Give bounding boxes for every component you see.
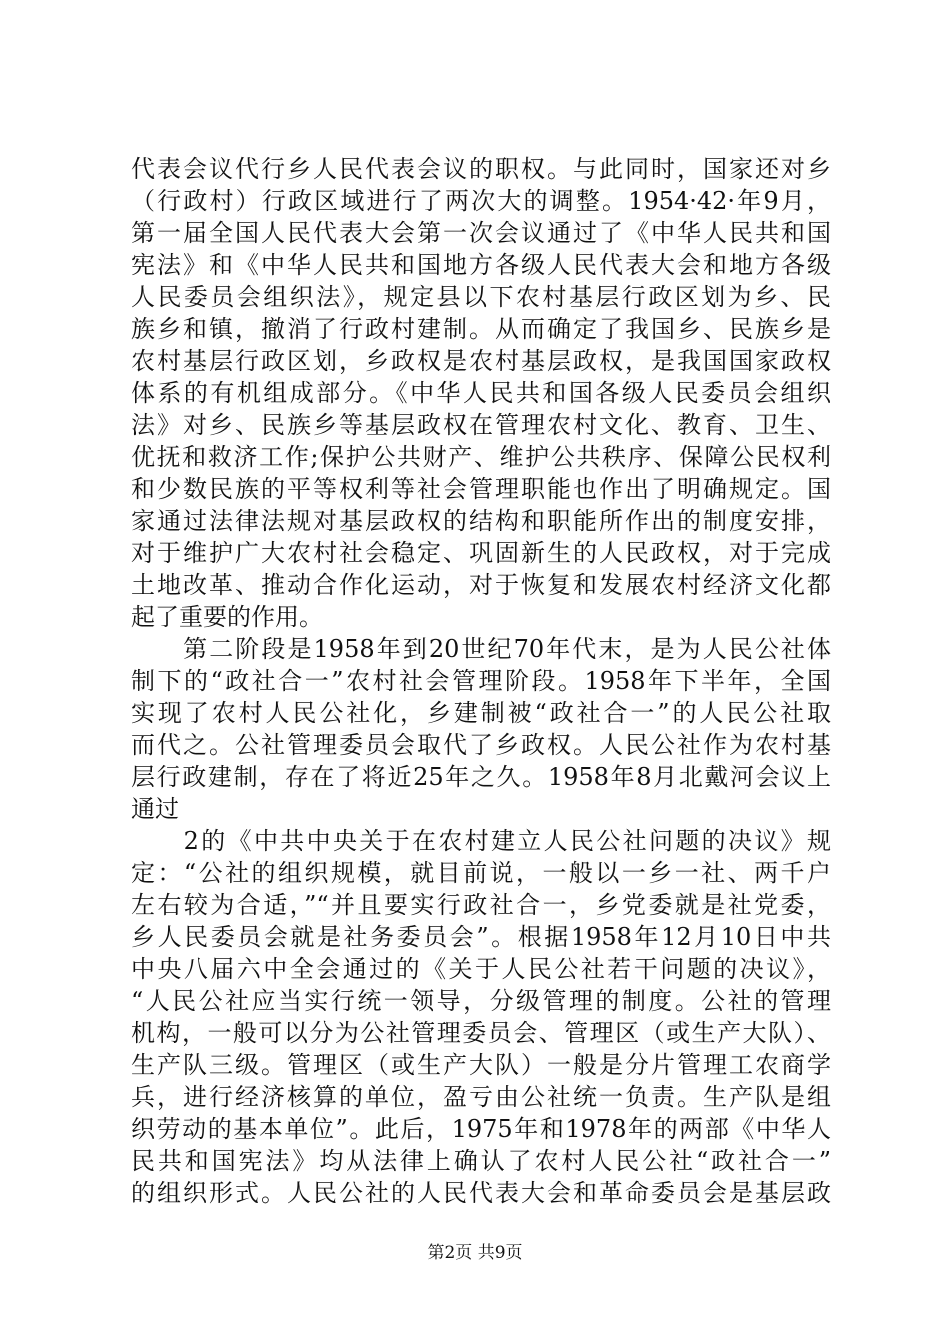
text-line: 和少数民族的平等权利等社会管理职能也作出了明确规定。国 — [131, 475, 831, 503]
text-line: 的组织形式。人民公社的人民代表大会和革命委员会是基层政 — [131, 1179, 831, 1207]
text-line: 兵，进行经济核算的单位，盈亏由公社统一负责。生产队是组 — [131, 1083, 831, 1111]
text-line: 族乡和镇，撤消了行政村建制。从而确定了我国乡、民族乡是 — [131, 315, 831, 343]
text-line: “人民公社应当实行统一领导，分级管理的制度。公社的管理 — [131, 987, 831, 1015]
text-line: 土地改革、推动合作化运动，对于恢复和发展农村经济文化都 — [131, 571, 831, 599]
text-line: 优抚和救济工作;保护公共财产、维护公共秩序、保障公民权利 — [131, 443, 831, 471]
text-line: 第一届全国人民代表大会第一次会议通过了《中华人民共和国 — [131, 219, 831, 247]
text-line: 起了重要的作用。 — [131, 603, 323, 631]
text-line: 民共和国宪法》均从法律上确认了农村人民公社“政社合一” — [131, 1147, 831, 1175]
text-line: 代表会议代行乡人民代表会议的职权。与此同时，国家还对乡 — [131, 155, 831, 183]
text-line: （行政村）行政区域进行了两次大的调整。1954·42·年9月， — [131, 187, 831, 215]
text-line: 层行政建制，存在了将近25年之久。1958年8月北戴河会议上 — [131, 763, 831, 791]
text-line: 农村基层行政区划，乡政权是农村基层政权，是我国国家政权 — [131, 347, 831, 375]
text-line: 乡人民委员会就是社务委员会”。根据1958年12月10日中共 — [131, 923, 831, 951]
text-line: 织劳动的基本单位”。此后，1975年和1978年的两部《中华人 — [131, 1115, 831, 1143]
text-line: 生产队三级。管理区（或生产大队）一般是分片管理工农商学 — [131, 1051, 831, 1079]
text-line: 定：“公社的组织规模，就目前说，一般以一乡一社、两千户 — [131, 859, 831, 887]
text-line: 左右较为合适，”“并且要实行政社合一，乡党委就是社党委， — [131, 891, 831, 919]
text-line: 中央八届六中全会通过的《关于人民公社若干问题的决议》， — [131, 955, 831, 983]
text-line: 人民委员会组织法》，规定县以下农村基层行政区划为乡、民 — [131, 283, 831, 311]
text-line: 通过 — [131, 795, 179, 823]
text-line: 实现了农村人民公社化，乡建制被“政社合一”的人民公社取 — [131, 699, 831, 727]
text-line: 机构，一般可以分为公社管理委员会、管理区（或生产大队）、 — [131, 1019, 831, 1047]
body-text — [131, 153, 831, 1209]
text-line: 对于维护广大农村社会稳定、巩固新生的人民政权，对于完成 — [131, 539, 831, 567]
text-line: 法》对乡、民族乡等基层政权在管理农村文化、教育、卫生、 — [131, 411, 831, 439]
text-line: 第二阶段是1958年到20世纪70年代末，是为人民公社体 — [131, 635, 831, 663]
text-line: 2的《中共中央关于在农村建立人民公社问题的决议》规 — [131, 827, 831, 855]
text-line: 体系的有机组成部分。《中华人民共和国各级人民委员会组织 — [131, 379, 831, 407]
page-footer: 第2页 共9页 — [427, 1243, 523, 1263]
text-line: 而代之。公社管理委员会取代了乡政权。人民公社作为农村基 — [131, 731, 831, 759]
text-line: 家通过法律法规对基层政权的结构和职能所作出的制度安排， — [131, 507, 831, 535]
text-line: 宪法》和《中华人民共和国地方各级人民代表大会和地方各级 — [131, 251, 831, 279]
text-line: 制下的“政社合一”农村社会管理阶段。1958年下半年，全国 — [131, 667, 831, 695]
